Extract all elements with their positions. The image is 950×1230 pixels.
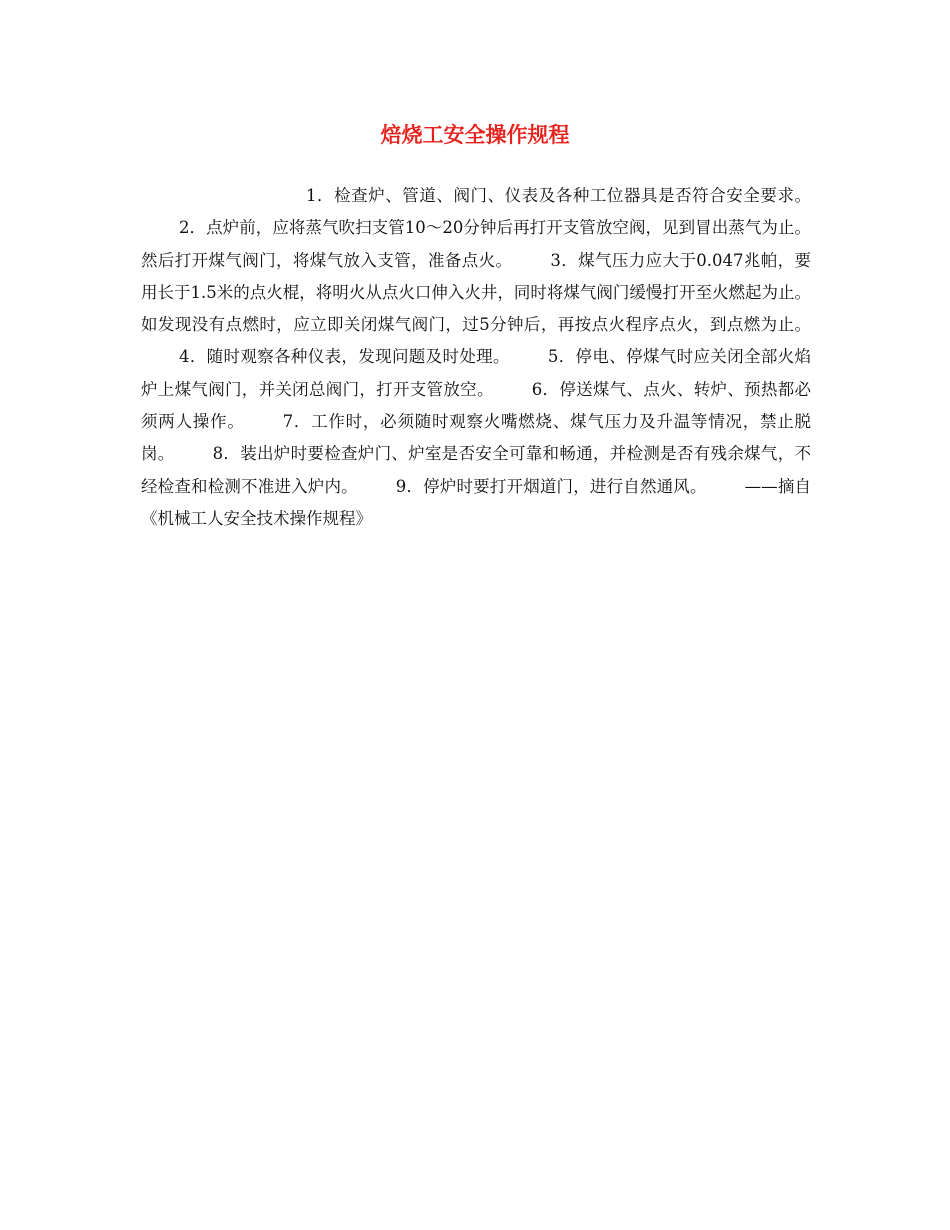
rule-item-3: 3．煤气压力应大于0.047兆帕，要用长于1.5米的点火棍，将明火从点火口伸入火井，同时将煤气阀门缓慢打开至火燃起为止。如发现没有点燃时，应立即关闭煤气阀门，过5分钟后，再按点火程序点火，到点燃为止。 [141, 250, 812, 335]
rule-item-6: 6．停送煤气、点火、转炉、预热都必须两人操作。 [141, 379, 812, 432]
rule-item-2: 2．点炉前，应将蒸气吹扫支管10～20分钟后再打开支管放空阀，见到冒出蒸气为止。然后打开煤气阀门，将煤气放入支管，准备点火。 [141, 218, 811, 270]
document-title: 焙烧工安全操作规程 [380, 123, 570, 147]
rule-item-1: 1．检查炉、管道、阀门、仪表及各种工位器具是否符合安全要求。 [306, 186, 811, 205]
rule-item-7: 7．工作时，必须随时观察火嘴燃烧、煤气压力及升温等情况，禁止脱岗。 [141, 412, 812, 464]
rule-item-8: 8．装出炉时要检查炉门、炉室是否安全可靠和畅通，并检测是否有残余煤气，不经检查和检测不准进入炉内。 [141, 444, 812, 496]
document-body [141, 180, 811, 535]
rule-item-4: 4．随时观察各种仪表，发现问题及时处理。 [179, 347, 510, 367]
source-citation: ——摘自《机械工人安全技术操作规程》 [141, 476, 812, 528]
rule-item-5: 5．停电、停煤气时应关闭全部火焰炉上煤气阀门，并关闭总阀门，打开支管放空。 [141, 347, 812, 399]
rule-item-9: 9．停炉时要打开烟道门，进行自然通风。 [395, 476, 707, 496]
